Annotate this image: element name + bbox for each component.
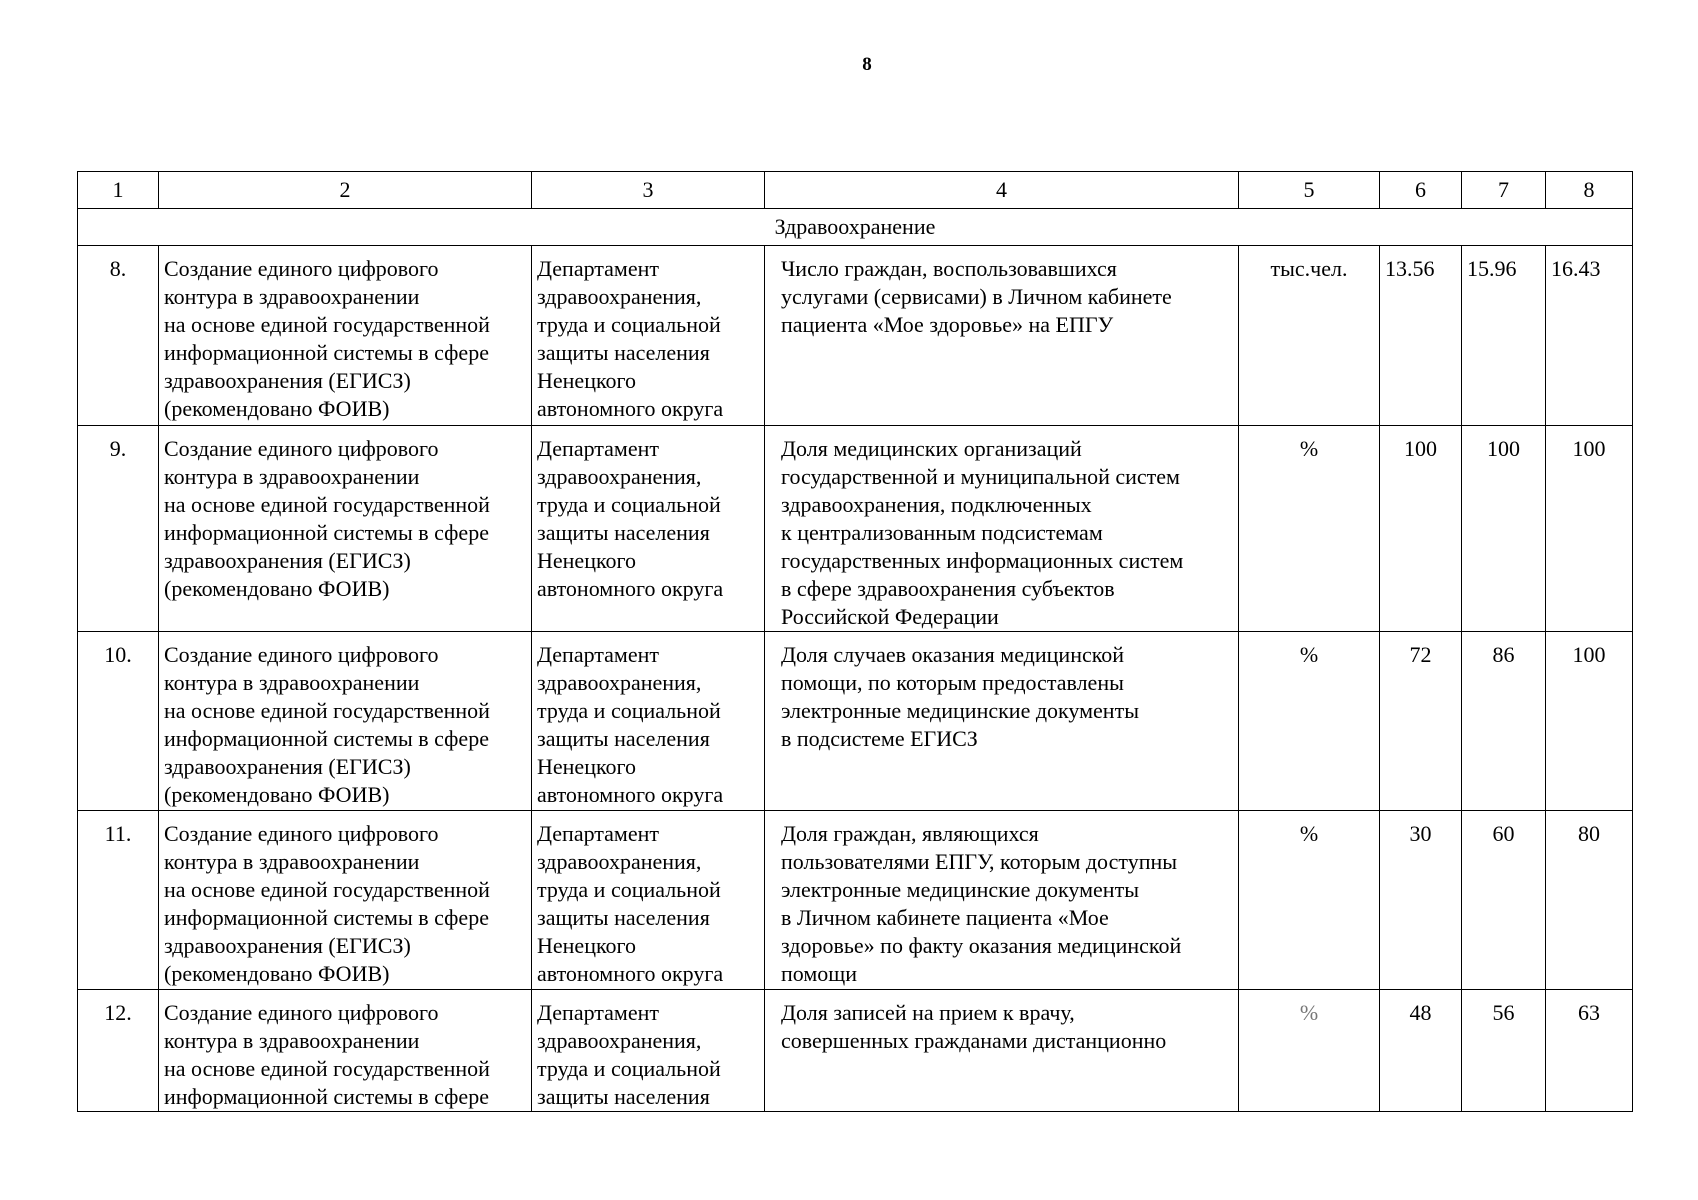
responsible-body-line: автономного округа [537,576,724,601]
indicator-name-line: в подсистеме ЕГИСЗ [781,726,978,751]
responsible-body-line: Ненецкого [537,933,637,958]
indicators-table [77,171,1633,1112]
project-name-line: на основе единой государственной [164,698,490,723]
responsible-body-line: труда и социальной [537,1056,721,1081]
project-name-line: на основе единой государственной [164,312,490,337]
project-name-line: информационной системы в сфере [164,340,489,365]
indicator-name [765,426,1239,632]
unit-of-measure: % [1239,811,1380,990]
project-name-line: здравоохранения (ЕГИСЗ) [164,368,411,393]
project-name [159,246,532,426]
table-row [78,990,1633,1112]
responsible-body [532,632,765,811]
table-row [78,811,1633,990]
indicator-name-line: электронные медицинские документы [781,877,1139,902]
indicator-name-line: помощи [781,961,857,986]
value-col-6: 48 [1380,990,1462,1112]
indicator-name-line: Доля граждан, являющихся [781,821,1039,846]
project-name-line: здравоохранения (ЕГИСЗ) [164,933,411,958]
responsible-body-line: здравоохранения, [537,464,702,489]
responsible-body-line: защиты населения [537,726,710,751]
project-name-line: Создание единого цифрового [164,821,439,846]
responsible-body-line: Ненецкого [537,548,637,573]
value-col-6: 100 [1380,426,1462,632]
header-cell-3: 3 [532,172,765,209]
project-name-line: информационной системы в сфере [164,520,489,545]
project-name-line: контура в здравоохранении [164,849,420,874]
indicator-name-line: государственной и муниципальной систем [781,464,1180,489]
unit-of-measure: тыс.чел. [1239,246,1380,426]
project-name-line: на основе единой государственной [164,877,490,902]
responsible-body-line: автономного округа [537,961,724,986]
header-cell-6: 6 [1380,172,1462,209]
project-name-line: здравоохранения (ЕГИСЗ) [164,754,411,779]
responsible-body-line: защиты населения [537,340,710,365]
responsible-body-line: Департамент [537,436,660,461]
responsible-body-line: Ненецкого [537,368,637,393]
indicator-name [765,811,1239,990]
responsible-body-line: Департамент [537,642,660,667]
responsible-body-line: Ненецкого [537,754,637,779]
indicator-name-line: Доля медицинских организаций [781,436,1082,461]
table-row [78,246,1633,426]
indicator-name [765,990,1239,1112]
unit-of-measure: % [1239,426,1380,632]
responsible-body-line: здравоохранения, [537,284,702,309]
unit-of-measure: % [1239,632,1380,811]
table-body [78,172,1633,1112]
header-cell-2: 2 [159,172,532,209]
value-col-8: 100 [1546,632,1633,811]
indicator-name-line: Доля случаев оказания медицинской [781,642,1125,667]
project-name-line: на основе единой государственной [164,492,490,517]
header-cell-8: 8 [1546,172,1633,209]
responsible-body-line: защиты населения [537,520,710,545]
indicator-name-line: пользователями ЕПГУ, которым доступны [781,849,1178,874]
value-col-7: 100 [1462,426,1546,632]
table-row [78,632,1633,811]
responsible-body [532,811,765,990]
section-title: Здравоохранение [78,209,1633,246]
responsible-body-line: труда и социальной [537,698,721,723]
responsible-body-line: здравоохранения, [537,849,702,874]
unit-of-measure: % [1239,990,1380,1112]
indicator-name-line: помощи, по которым предоставлены [781,670,1124,695]
indicator-name-line: Число граждан, воспользовавшихся [781,256,1117,281]
value-col-8: 16.43 [1546,246,1633,426]
value-col-7: 15.96 [1462,246,1546,426]
project-name-line: Создание единого цифрового [164,436,439,461]
project-name-line: информационной системы в сфере [164,1084,489,1109]
row-number: 12. [78,990,159,1112]
project-name-line: контура в здравоохранении [164,284,420,309]
project-name-line: (рекомендовано ФОИВ) [164,782,390,807]
indicator-name-line: Российской Федерации [781,604,999,629]
responsible-body-line: защиты населения [537,905,710,930]
responsible-body-line: защиты населения [537,1084,710,1109]
indicator-name-line: в сфере здравоохранения субъектов [781,576,1115,601]
indicator-name-line: здоровье» по факту оказания медицинской [781,933,1182,958]
responsible-body-line: Департамент [537,821,660,846]
responsible-body [532,990,765,1112]
project-name-line: контура в здравоохранении [164,1028,420,1053]
value-col-8: 80 [1546,811,1633,990]
project-name-line: (рекомендовано ФОИВ) [164,961,390,986]
project-name-line: (рекомендовано ФОИВ) [164,576,390,601]
responsible-body-line: труда и социальной [537,312,721,337]
value-col-6: 13.56 [1380,246,1462,426]
responsible-body [532,246,765,426]
indicator-name-line: здравоохранения, подключенных [781,492,1092,517]
responsible-body-line: автономного округа [537,782,724,807]
indicator-name-line: Доля записей на прием к врачу, [781,1000,1075,1025]
project-name-line: (рекомендовано ФОИВ) [164,396,390,421]
row-number: 10. [78,632,159,811]
indicator-name-line: в Личном кабинете пациента «Мое [781,905,1109,930]
responsible-body-line: Департамент [537,1000,660,1025]
value-col-7: 56 [1462,990,1546,1112]
indicator-name [765,632,1239,811]
value-col-8: 100 [1546,426,1633,632]
section-row [78,209,1633,246]
indicator-name-line: к централизованным подсистемам [781,520,1103,545]
header-cell-4: 4 [765,172,1239,209]
value-col-7: 60 [1462,811,1546,990]
responsible-body-line: труда и социальной [537,492,721,517]
value-col-6: 30 [1380,811,1462,990]
value-col-7: 86 [1462,632,1546,811]
responsible-body [532,426,765,632]
responsible-body-line: здравоохранения, [537,670,702,695]
project-name-line: контура в здравоохранении [164,670,420,695]
header-cell-5: 5 [1239,172,1380,209]
project-name [159,990,532,1112]
value-col-8: 63 [1546,990,1633,1112]
indicator-name-line: государственных информационных систем [781,548,1184,573]
responsible-body-line: Департамент [537,256,660,281]
project-name-line: информационной системы в сфере [164,726,489,751]
indicator-name-line: электронные медицинские документы [781,698,1139,723]
header-cell-1: 1 [78,172,159,209]
project-name [159,811,532,990]
indicator-name-line: совершенных гражданами дистанционно [781,1028,1167,1053]
project-name-line: здравоохранения (ЕГИСЗ) [164,548,411,573]
header-cell-7: 7 [1462,172,1546,209]
row-number: 9. [78,426,159,632]
project-name-line: на основе единой государственной [164,1056,490,1081]
project-name [159,426,532,632]
row-number: 11. [78,811,159,990]
project-name-line: контура в здравоохранении [164,464,420,489]
indicator-name [765,246,1239,426]
header-row [78,172,1633,209]
responsible-body-line: труда и социальной [537,877,721,902]
indicator-name-line: услугами (сервисами) в Личном кабинете [781,284,1172,309]
table-row [78,426,1633,632]
value-col-6: 72 [1380,632,1462,811]
project-name-line: Создание единого цифрового [164,642,439,667]
indicator-name-line: пациента «Мое здоровье» на ЕПГУ [781,312,1114,337]
project-name [159,632,532,811]
responsible-body-line: здравоохранения, [537,1028,702,1053]
page-number: 8 [862,54,872,75]
row-number: 8. [78,246,159,426]
project-name-line: Создание единого цифрового [164,1000,439,1025]
project-name-line: информационной системы в сфере [164,905,489,930]
responsible-body-line: автономного округа [537,396,724,421]
project-name-line: Создание единого цифрового [164,256,439,281]
